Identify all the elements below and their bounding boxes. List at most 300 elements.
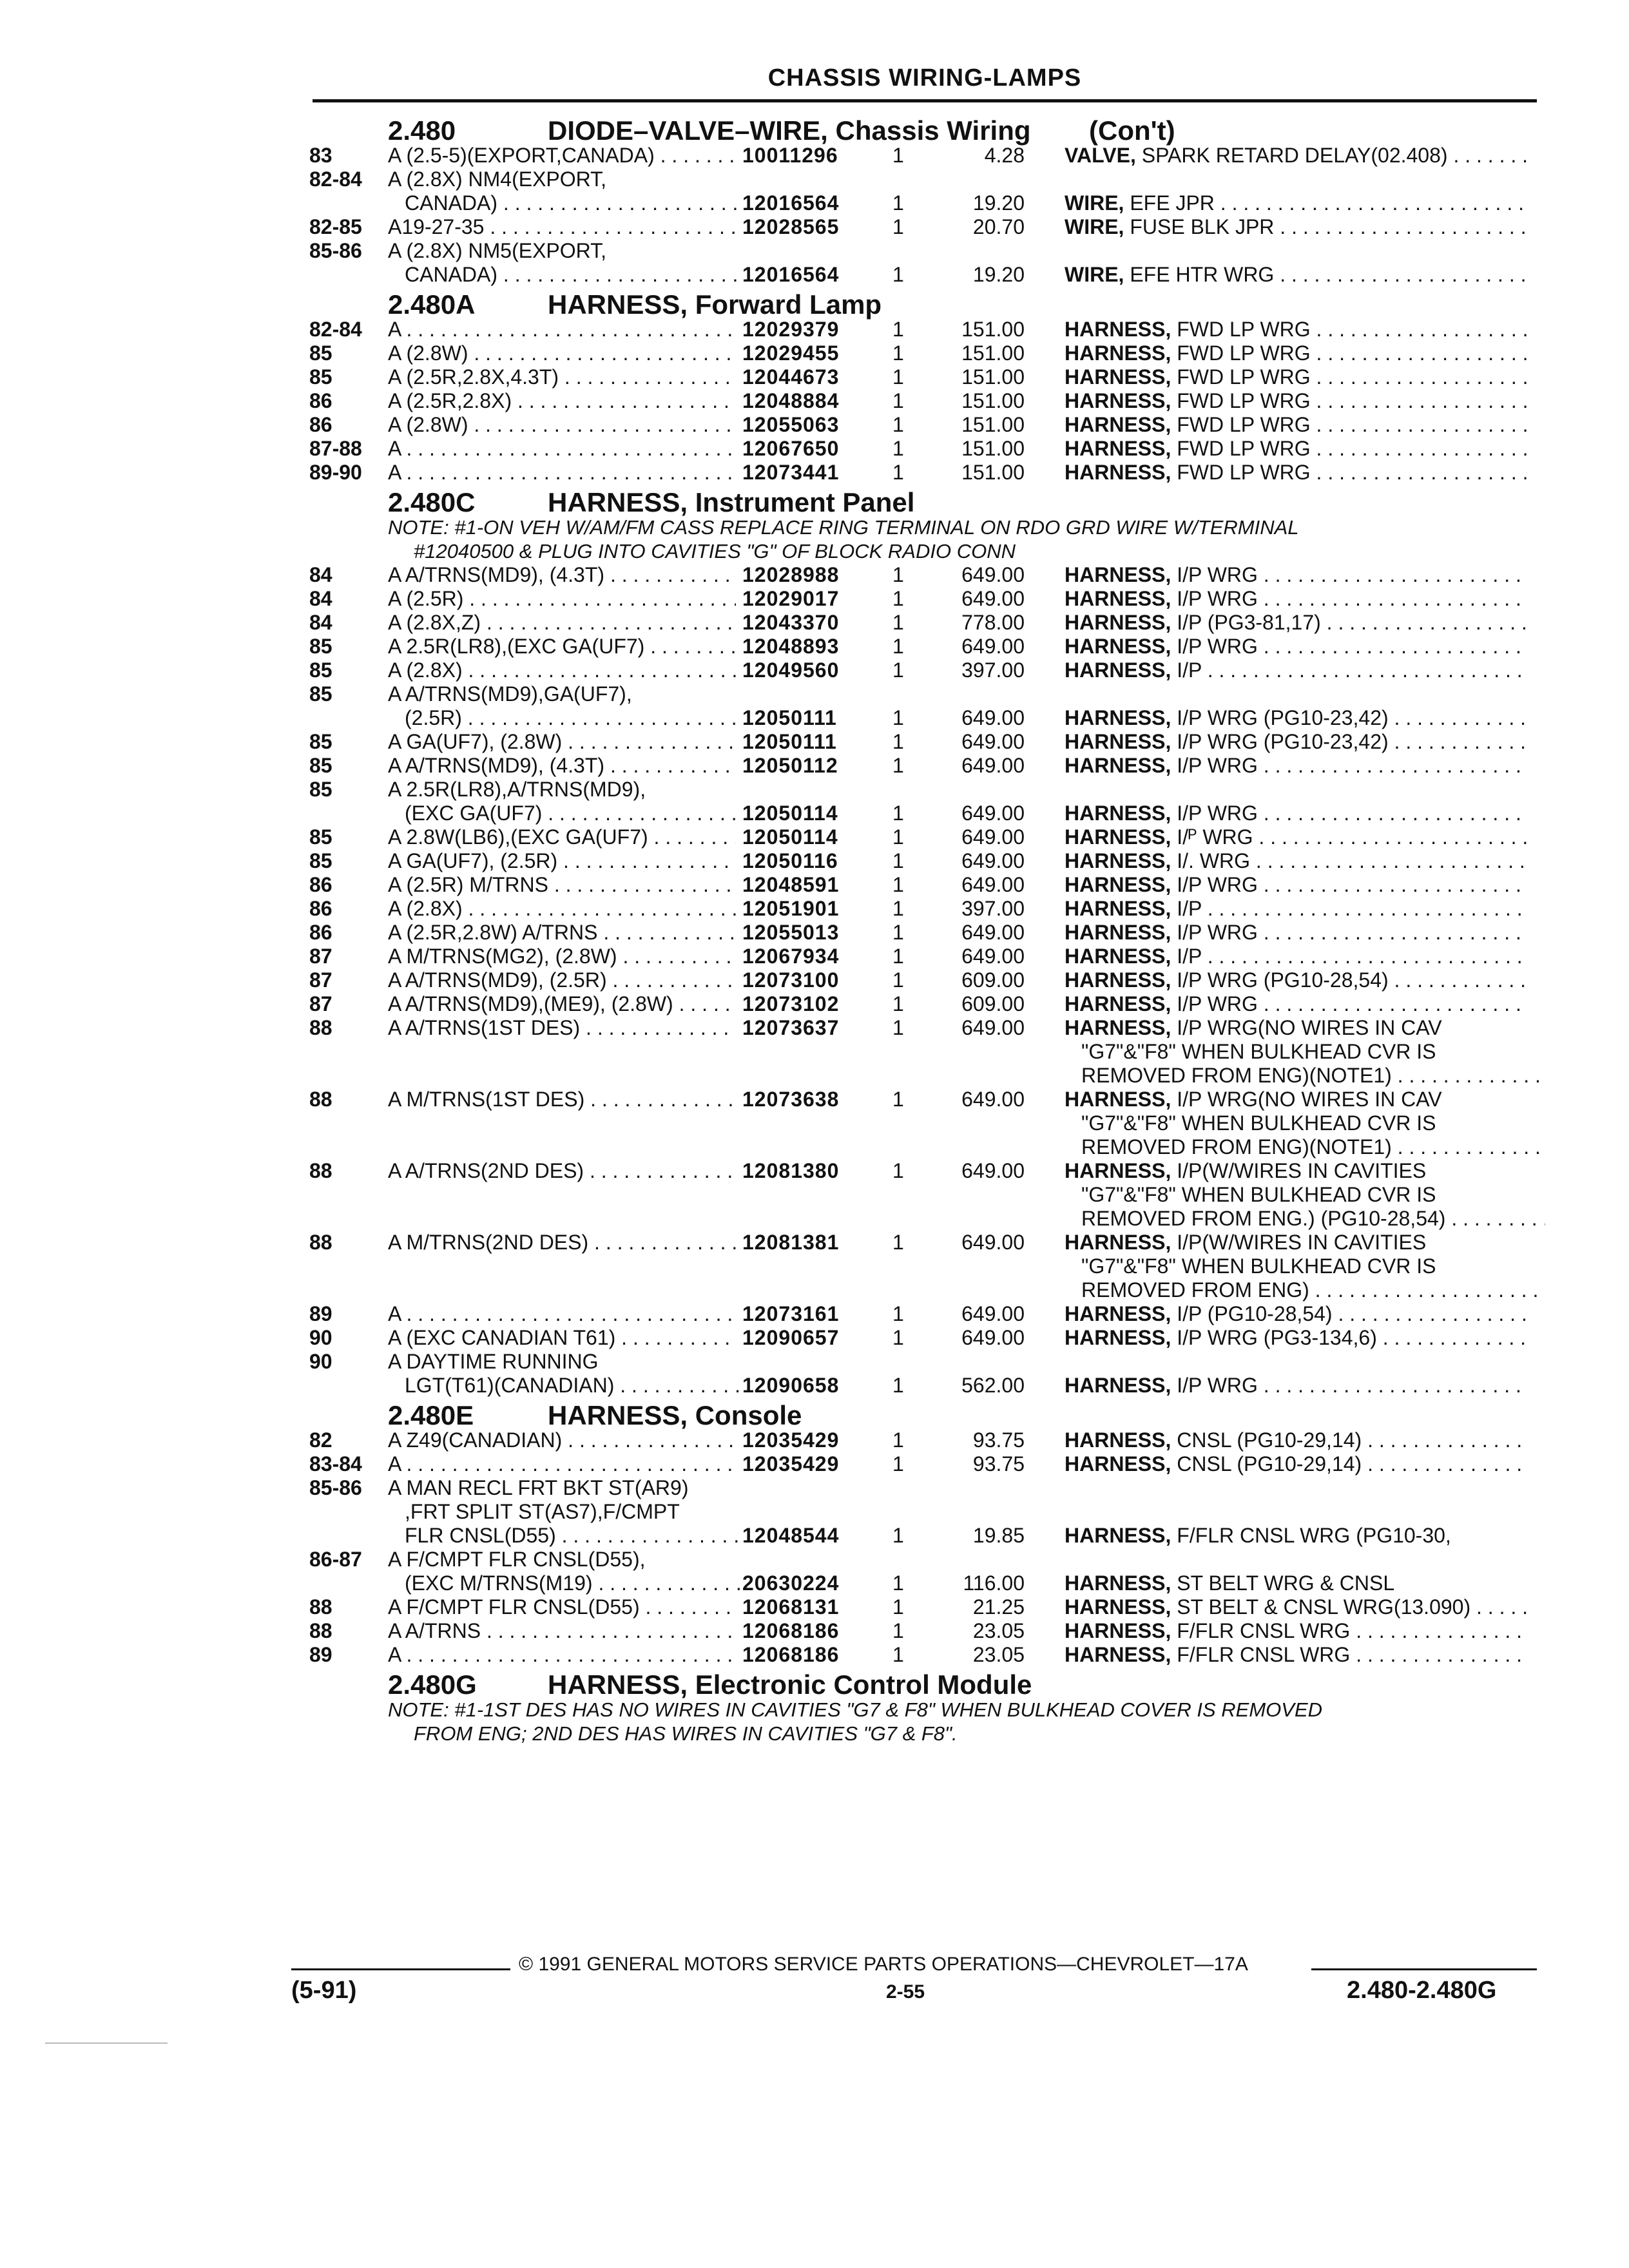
section-code: 2.480A — [388, 289, 476, 320]
part-number: 12048893 — [742, 635, 840, 658]
footer-rule-right — [1311, 1968, 1537, 1970]
part-name-noun: HARNESS, — [1065, 341, 1171, 365]
part-name-continuation: "G7"&"F8" WHEN BULKHEAD CVR IS — [1081, 1183, 1436, 1206]
section-continued: (Con't) — [1089, 115, 1175, 146]
application-description: (2.5R) . . . — [388, 706, 753, 730]
scan-mark — [45, 2042, 168, 2044]
part-number: 12016564 — [742, 263, 840, 286]
part-name — [1065, 1452, 1528, 1476]
quantity: 1 — [892, 389, 904, 412]
price: 649.00 — [961, 1302, 1025, 1325]
table-row — [309, 1278, 1537, 1302]
model-years: 82-84 — [309, 168, 362, 191]
application-description: ,FRT SPLIT ST(AS7),F/CMPT — [405, 1500, 680, 1523]
part-name — [1065, 413, 1528, 437]
price: 649.00 — [961, 1231, 1025, 1254]
price: 151.00 — [961, 365, 1025, 389]
table-row — [309, 365, 1537, 389]
table-row — [309, 1088, 1537, 1111]
section-heading — [309, 1398, 1537, 1428]
model-years: 85-86 — [309, 1476, 362, 1499]
price: 19.85 — [972, 1524, 1025, 1547]
part-name-noun: HARNESS, — [1065, 992, 1171, 1015]
part-number: 12049560 — [742, 658, 840, 682]
table-row — [309, 1374, 1537, 1398]
price: 649.00 — [961, 825, 1025, 849]
quantity: 1 — [892, 437, 904, 460]
part-name — [1065, 968, 1528, 992]
quantity: 1 — [892, 611, 904, 634]
table-row — [309, 921, 1537, 945]
price: 93.75 — [972, 1428, 1025, 1452]
part-name-noun: HARNESS, — [1065, 318, 1171, 341]
part-number: 12048591 — [742, 873, 840, 896]
price: 649.00 — [961, 587, 1025, 610]
part-name-noun: HARNESS, — [1065, 1088, 1171, 1111]
table-row — [309, 1595, 1537, 1619]
part-name-noun: HARNESS, — [1065, 1571, 1171, 1595]
part-number: 12050114 — [742, 802, 838, 825]
part-name-noun: HARNESS, — [1065, 1524, 1171, 1547]
table-row — [309, 1135, 1537, 1159]
part-name — [1065, 389, 1528, 413]
model-years: 85 — [309, 778, 333, 801]
quantity: 1 — [892, 802, 904, 825]
price: 649.00 — [961, 563, 1025, 586]
table-row — [309, 191, 1537, 215]
quantity: 1 — [892, 849, 904, 872]
part-name-detail: I/ᴾ WRG — [1171, 825, 1253, 849]
part-name-noun: HARNESS, — [1065, 1374, 1171, 1397]
page-title: CHASSIS WIRING-LAMPS — [767, 64, 1082, 91]
part-name — [1065, 1088, 1528, 1111]
part-name-continuation: "G7"&"F8" WHEN BULKHEAD CVR IS — [1081, 1254, 1436, 1278]
part-name-noun: HARNESS, — [1065, 1452, 1171, 1475]
part-number: 10011296 — [742, 144, 838, 167]
table-row — [309, 682, 1537, 706]
model-years: 89 — [309, 1302, 333, 1325]
part-name — [1065, 1595, 1528, 1619]
model-years: 86 — [309, 413, 333, 436]
part-number: 12050111 — [742, 706, 837, 729]
application-description: A (2.8W) . . . — [388, 341, 736, 365]
table-row — [309, 215, 1537, 239]
part-number: 20630224 — [742, 1571, 840, 1595]
part-number: 12073638 — [742, 1088, 840, 1111]
quantity: 1 — [892, 1088, 904, 1111]
table-row — [309, 802, 1537, 825]
price: 649.00 — [961, 1088, 1025, 1111]
quantity: 1 — [892, 413, 904, 436]
application-description: A M/TRNS(MG2), (2.8W) . . . — [388, 945, 736, 968]
table-row — [309, 1524, 1537, 1548]
part-name — [1065, 897, 1528, 921]
part-name-noun: WIRE, — [1065, 191, 1124, 215]
part-name — [1065, 1326, 1528, 1350]
part-name-noun: HARNESS, — [1065, 802, 1171, 825]
part-name — [1065, 437, 1528, 461]
part-number: 12029455 — [742, 341, 840, 365]
part-name-noun: HARNESS, — [1065, 611, 1171, 634]
quantity: 1 — [892, 945, 904, 968]
application-description: CANADA) . . . — [388, 191, 753, 215]
part-name — [1065, 215, 1528, 239]
footer-page-number: 2-55 — [886, 1981, 925, 2003]
model-years: 86 — [309, 389, 333, 412]
part-name-detail: FUSE BLK JPR — [1124, 215, 1275, 238]
application-description: A . . . — [388, 437, 736, 461]
table-row — [309, 873, 1537, 897]
model-years: 85 — [309, 658, 333, 682]
part-number: 12090657 — [742, 1326, 840, 1349]
table-row — [309, 730, 1537, 754]
model-years: 86 — [309, 897, 333, 920]
section-code: 2.480 — [388, 115, 456, 146]
quantity: 1 — [892, 1374, 904, 1397]
price: 21.25 — [972, 1595, 1025, 1619]
part-name — [1065, 849, 1528, 873]
model-years: 88 — [309, 1595, 333, 1619]
quantity: 1 — [892, 1016, 904, 1039]
price: 649.00 — [961, 921, 1025, 944]
quantity: 1 — [892, 587, 904, 610]
table-row — [309, 611, 1537, 635]
table-row — [309, 1040, 1537, 1064]
part-number: 12073100 — [742, 968, 840, 992]
part-name-noun: HARNESS, — [1065, 1016, 1171, 1039]
quantity: 1 — [892, 1159, 904, 1182]
part-number: 12073637 — [742, 1016, 840, 1039]
part-number: 12055063 — [742, 413, 840, 436]
section-name: HARNESS, Console — [548, 1400, 802, 1430]
model-years: 87 — [309, 945, 333, 968]
part-number: 12050112 — [742, 754, 838, 777]
table-row — [309, 318, 1537, 341]
part-name-detail: ST BELT WRG & CNSL — [1171, 1571, 1395, 1595]
model-years: 89-90 — [309, 461, 362, 484]
section-name: HARNESS, Forward Lamp — [548, 289, 882, 320]
model-years: 88 — [309, 1088, 333, 1111]
part-name-detail: I/P — [1171, 658, 1202, 682]
part-number: 12090658 — [742, 1374, 840, 1397]
application-description: A (2.8X) NM4(EXPORT, — [388, 168, 607, 191]
price: 93.75 — [972, 1452, 1025, 1475]
table-row — [309, 168, 1537, 191]
price: 649.00 — [961, 730, 1025, 753]
table-row — [309, 144, 1537, 168]
part-name-detail: I/P(W/WIRES IN CAVITIES — [1171, 1159, 1427, 1182]
part-name-noun: HARNESS, — [1065, 563, 1171, 586]
part-name — [1065, 611, 1528, 635]
model-years: 84 — [309, 563, 333, 586]
application-description: A (2.5R) . . . — [388, 587, 736, 611]
table-row — [309, 1326, 1537, 1350]
part-name-noun: HARNESS, — [1065, 730, 1171, 753]
table-row — [309, 1452, 1537, 1476]
section-heading — [309, 113, 1537, 144]
note-line: FROM ENG; 2ND DES HAS WIRES IN CAVITIES "G7 & F8". — [414, 1722, 958, 1745]
table-row — [309, 1643, 1537, 1667]
quantity: 1 — [892, 365, 904, 389]
model-years: 85 — [309, 825, 333, 849]
part-name-detail: FWD LP WRG — [1171, 318, 1311, 341]
quantity: 1 — [892, 263, 904, 286]
part-name — [1065, 873, 1528, 897]
price: 23.05 — [972, 1619, 1025, 1642]
application-description: A A/TRNS(MD9),GA(UF7), — [388, 682, 632, 706]
quantity: 1 — [892, 144, 904, 167]
part-number: 12067934 — [742, 945, 840, 968]
quantity: 1 — [892, 1302, 904, 1325]
part-name-detail: EFE JPR — [1124, 191, 1215, 215]
price: 649.00 — [961, 635, 1025, 658]
part-name-detail: I/P WRG — [1171, 563, 1258, 586]
part-name — [1065, 1428, 1528, 1452]
table-row — [309, 1500, 1537, 1524]
quantity: 1 — [892, 318, 904, 341]
part-number: 12055013 — [742, 921, 840, 944]
application-description: A A/TRNS(MD9),(ME9), (2.8W) . . . — [388, 992, 736, 1016]
price: 151.00 — [961, 413, 1025, 436]
quantity: 1 — [892, 1428, 904, 1452]
part-name-continuation: REMOVED FROM ENG) . . . — [1065, 1278, 1545, 1302]
part-name-detail: FWD LP WRG — [1171, 413, 1311, 436]
model-years: 88 — [309, 1159, 333, 1182]
application-description: A M/TRNS(2ND DES) . . . — [388, 1231, 736, 1254]
application-description: (EXC GA(UF7) . . . — [388, 802, 753, 825]
quantity: 1 — [892, 730, 904, 753]
part-name-noun: HARNESS, — [1065, 1159, 1171, 1182]
application-description: CANADA) . . . — [388, 263, 753, 287]
model-years: 82-84 — [309, 318, 362, 341]
quantity: 1 — [892, 1571, 904, 1595]
part-number: 12029017 — [742, 587, 840, 610]
application-description: A A/TRNS(MD9), (2.5R) . . . — [388, 968, 736, 992]
table-row — [309, 341, 1537, 365]
part-name-noun: HARNESS, — [1065, 1428, 1171, 1452]
application-description: A GA(UF7), (2.8W) . . . — [388, 730, 736, 754]
section-heading — [309, 287, 1537, 318]
part-number: 12068186 — [742, 1619, 840, 1642]
page-header — [313, 64, 1537, 102]
part-name — [1065, 365, 1528, 389]
part-name — [1065, 144, 1528, 168]
section-note — [309, 1698, 1537, 1745]
quantity: 1 — [892, 1326, 904, 1349]
table-row — [309, 778, 1537, 802]
part-name-noun: HARNESS, — [1065, 706, 1171, 729]
part-name — [1065, 802, 1528, 825]
part-number: 12068186 — [742, 1643, 840, 1666]
part-name-noun: WIRE, — [1065, 263, 1124, 286]
quantity: 1 — [892, 461, 904, 484]
application-description: A . . . — [388, 1643, 736, 1667]
part-number: 12073161 — [742, 1302, 840, 1325]
price: 23.05 — [972, 1643, 1025, 1666]
part-name — [1065, 1159, 1528, 1183]
application-description: LGT(T61)(CANADIAN) . . . — [388, 1374, 753, 1398]
table-row — [309, 825, 1537, 849]
model-years: 87 — [309, 992, 333, 1015]
part-name-detail: I/P WRG — [1171, 802, 1258, 825]
part-name-detail: I/P WRG(NO WIRES IN CAV — [1171, 1088, 1442, 1111]
application-description: A . . . — [388, 1302, 736, 1326]
model-years: 87-88 — [309, 437, 362, 460]
application-description: A (2.8X,Z) . . . — [388, 611, 736, 635]
quantity: 1 — [892, 635, 904, 658]
price: 649.00 — [961, 706, 1025, 729]
table-row — [309, 754, 1537, 778]
application-description: A 2.5R(LR8),(EXC GA(UF7) . . . — [388, 635, 736, 658]
part-name-noun: HARNESS, — [1065, 1595, 1171, 1619]
price: 151.00 — [961, 461, 1025, 484]
part-name — [1065, 563, 1528, 587]
part-name-detail: I/P WRG — [1171, 587, 1258, 610]
application-description: A A/TRNS(MD9), (4.3T) . . . — [388, 754, 736, 778]
application-description: A F/CMPT FLR CNSL(D55) . . . — [388, 1595, 736, 1619]
part-number: 12073102 — [742, 992, 840, 1015]
price: 397.00 — [961, 897, 1025, 920]
table-row — [309, 992, 1537, 1016]
model-years: 83 — [309, 144, 333, 167]
quantity: 1 — [892, 968, 904, 992]
part-name-detail: EFE HTR WRG — [1124, 263, 1275, 286]
part-name-continuation: REMOVED FROM ENG)(NOTE1) . . . — [1065, 1064, 1545, 1088]
section-code: 2.480C — [388, 487, 476, 517]
application-description: (EXC M/TRNS(M19) . . . — [388, 1571, 753, 1595]
model-years: 85-86 — [309, 239, 362, 262]
quantity: 1 — [892, 1595, 904, 1619]
part-name-noun: HARNESS, — [1065, 968, 1171, 992]
model-years: 85 — [309, 365, 333, 389]
part-name-noun: HARNESS, — [1065, 461, 1171, 484]
application-description: A MAN RECL FRT BKT ST(AR9) — [388, 1476, 689, 1499]
part-number: 12048544 — [742, 1524, 840, 1547]
table-row — [309, 1183, 1537, 1207]
price: 778.00 — [961, 611, 1025, 634]
table-row — [309, 263, 1537, 287]
note-line: NOTE: #1-1ST DES HAS NO WIRES IN CAVITIES "G7 & F8" WHEN BULKHEAD COVER IS REMOVED — [388, 1698, 1323, 1721]
section-code: 2.480E — [388, 1400, 474, 1430]
part-name — [1065, 263, 1528, 287]
table-row — [309, 897, 1537, 921]
model-years: 86 — [309, 873, 333, 896]
part-name — [1065, 1524, 1528, 1548]
table-row — [309, 1476, 1537, 1500]
part-name-noun: HARNESS, — [1065, 1643, 1171, 1666]
part-name-noun: HARNESS, — [1065, 413, 1171, 436]
part-name-noun: HARNESS, — [1065, 437, 1171, 460]
part-name-detail: I/P WRG (PG10-23,42) — [1171, 730, 1389, 753]
table-row — [309, 945, 1537, 968]
footer-section-range: 2.480-2.480G — [1347, 1977, 1497, 2004]
application-description: A19-27-35 . . . — [388, 215, 736, 239]
part-number: 12050114 — [742, 825, 838, 849]
application-description: A (2.5-5)(EXPORT,CANADA) . . . — [388, 144, 736, 168]
price: 649.00 — [961, 945, 1025, 968]
part-name — [1065, 1643, 1528, 1667]
model-years: 82-85 — [309, 215, 362, 238]
price: 609.00 — [961, 992, 1025, 1015]
section-name: DIODE–VALVE–WIRE, Chassis Wiring — [548, 115, 1031, 146]
part-number: 12081381 — [742, 1231, 840, 1254]
application-description: A (2.8X) NM5(EXPORT, — [388, 239, 607, 262]
price: 4.28 — [984, 144, 1025, 167]
quantity: 1 — [892, 1231, 904, 1254]
application-description: A DAYTIME RUNNING — [388, 1350, 599, 1373]
model-years: 90 — [309, 1350, 333, 1373]
part-name — [1065, 587, 1528, 611]
application-description: A 2.5R(LR8),A/TRNS(MD9), — [388, 778, 646, 801]
parts-catalog-content — [309, 113, 1537, 1745]
part-number: 12028565 — [742, 215, 840, 238]
model-years: 86-87 — [309, 1548, 362, 1571]
table-row — [309, 1111, 1537, 1135]
part-name-detail: ST BELT & CNSL WRG(13.090) — [1171, 1595, 1471, 1619]
quantity: 1 — [892, 706, 904, 729]
application-description: A A/TRNS(MD9), (4.3T) . . . — [388, 563, 736, 587]
model-years: 84 — [309, 587, 333, 610]
part-name — [1065, 1374, 1528, 1398]
part-name-detail: I/P WRG — [1171, 992, 1258, 1015]
part-name-noun: HARNESS, — [1065, 365, 1171, 389]
part-name-detail: I/P(W/WIRES IN CAVITIES — [1171, 1231, 1427, 1254]
quantity: 1 — [892, 825, 904, 849]
part-name-detail: FWD LP WRG — [1171, 437, 1311, 460]
model-years: 82 — [309, 1428, 333, 1452]
application-description: A GA(UF7), (2.5R) . . . — [388, 849, 736, 873]
table-row — [309, 1064, 1537, 1088]
price: 609.00 — [961, 968, 1025, 992]
table-row — [309, 389, 1537, 413]
part-name-detail: I/P WRG — [1171, 635, 1258, 658]
part-name-detail: I/P — [1171, 897, 1202, 920]
table-row — [309, 461, 1537, 485]
table-row — [309, 658, 1537, 682]
application-description: A (EXC CANADIAN T61) . . . — [388, 1326, 736, 1350]
part-name-detail: I/P WRG(NO WIRES IN CAV — [1171, 1016, 1442, 1039]
price: 151.00 — [961, 437, 1025, 460]
price: 649.00 — [961, 1016, 1025, 1039]
application-description: A (2.5R,2.8X,4.3T) . . . — [388, 365, 736, 389]
part-number: 12035429 — [742, 1428, 840, 1452]
application-description: A (2.5R) M/TRNS . . . — [388, 873, 736, 897]
table-row — [309, 437, 1537, 461]
table-row — [309, 1159, 1537, 1183]
section-code: 2.480G — [388, 1669, 477, 1700]
model-years: 89 — [309, 1643, 333, 1666]
part-number: 12073441 — [742, 461, 840, 484]
application-description: A . . . — [388, 1452, 736, 1476]
part-name-continuation: REMOVED FROM ENG)(NOTE1) . . . — [1065, 1135, 1545, 1159]
quantity: 1 — [892, 215, 904, 238]
table-row — [309, 635, 1537, 658]
price: 116.00 — [963, 1571, 1025, 1595]
part-name-noun: HARNESS, — [1065, 897, 1171, 920]
application-description: A A/TRNS(1ST DES) . . . — [388, 1016, 736, 1040]
part-name-noun: VALVE, — [1065, 144, 1136, 167]
part-number: 12016564 — [742, 191, 840, 215]
price: 649.00 — [961, 1159, 1025, 1182]
part-name — [1065, 635, 1528, 658]
part-number: 12050111 — [742, 730, 837, 753]
price: 151.00 — [961, 318, 1025, 341]
part-name — [1065, 921, 1528, 945]
table-row — [309, 587, 1537, 611]
table-row — [309, 968, 1537, 992]
part-name-noun: HARNESS, — [1065, 873, 1171, 896]
part-name — [1065, 461, 1528, 485]
